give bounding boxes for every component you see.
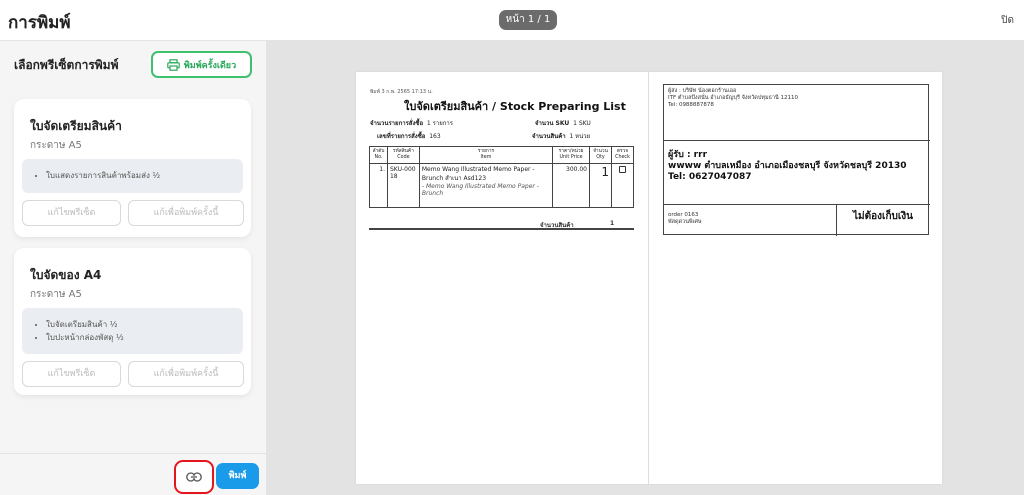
top-bar xyxy=(0,0,1024,41)
single-print-label: พิมพ์ครั้งเดียว xyxy=(183,60,237,71)
sender-name: ผู้ส่ง : บริษัท น้องตอกร้านเออ xyxy=(668,88,737,94)
item-count: จำนวนสินค้า 1 หน่วย xyxy=(532,133,591,140)
copy-link-button[interactable] xyxy=(174,460,214,494)
col-item: รายการ Item xyxy=(419,147,552,164)
list-item: • ใบจัดเตรียมสินค้า ½ xyxy=(46,318,235,331)
col-check: ตรวจ Check xyxy=(611,147,633,164)
recipient-name: ผู้รับ : rrr xyxy=(668,150,708,160)
preset-paper: กระดาษ A5 xyxy=(30,140,82,151)
preset-sidebar xyxy=(0,41,266,495)
print-button[interactable]: พิมพ์ xyxy=(216,463,259,489)
preset-doc-list xyxy=(22,308,243,354)
document-title: ใบจัดเตรียมสินค้า / Stock Preparing List xyxy=(404,100,626,113)
close-button[interactable]: ปิด xyxy=(1001,15,1014,26)
total-value: 1 xyxy=(610,220,615,227)
edit-for-this-print-button[interactable]: แก้เพื่อพิมพ์ครั้งนี้ xyxy=(128,361,244,387)
order-count: จำนวนรายการสั่งซื้อ 1 รายการ xyxy=(370,120,453,127)
order-ref: order 0163 xyxy=(668,212,699,218)
order-number: เลขที่รายการสั่งซื้อ 163 xyxy=(377,133,441,140)
preview-sheet xyxy=(356,72,942,484)
row-item-sub: - Memo Wang Illustrated Memo Paper - Brunch xyxy=(421,183,539,197)
preset-doc-list xyxy=(22,159,243,193)
sender-block xyxy=(664,85,930,141)
cod-status: ไม่ต้องเก็บเงิน xyxy=(853,211,913,222)
link-icon xyxy=(186,472,202,482)
col-code: รหัสสินค้า Code xyxy=(387,147,419,164)
preset-title: ใบจัดเตรียมสินค้า xyxy=(30,119,122,133)
row-code: SKU-000 18 xyxy=(387,164,419,208)
col-price: ราคา/หน่วย Unit Price xyxy=(553,147,590,164)
check-box xyxy=(619,166,626,173)
preset-card[interactable] xyxy=(14,248,251,395)
order-block xyxy=(664,205,837,236)
row-price: 300.00 xyxy=(553,164,590,208)
preset-card[interactable] xyxy=(14,99,251,237)
printer-icon xyxy=(167,59,180,71)
total-label: จำนวนสินค้า xyxy=(540,222,574,229)
preset-paper: กระดาษ A5 xyxy=(30,289,82,300)
recipient-tel: Tel: 0627047087 xyxy=(668,172,752,182)
col-qty: จำนวน Qty xyxy=(590,147,612,164)
edit-preset-button[interactable]: แก้ไขพรีเซ็ต xyxy=(22,361,121,387)
list-item: • ใบปะหน้ากล่องพัสดุ ½ xyxy=(46,331,235,344)
preset-title: ใบจัดของ A4 xyxy=(30,268,102,282)
col-no: ลำดับ No. xyxy=(370,147,388,164)
row-qty: 1 xyxy=(590,164,612,208)
table-total xyxy=(369,219,634,230)
shipping-label xyxy=(663,84,929,235)
items-table xyxy=(369,146,634,208)
row-check xyxy=(611,164,633,208)
sheet-divider xyxy=(648,72,649,484)
page-title: การพิมพ์ xyxy=(8,13,71,33)
print-preview xyxy=(266,41,1024,495)
shipping-method: พัสดุด่วนพิเศษ xyxy=(668,219,702,225)
sidebar-footer xyxy=(0,453,266,495)
printed-date: พิมพ์ 3 ก.พ. 2565 17:13 น. xyxy=(370,89,433,95)
edit-for-this-print-button[interactable]: แก้เพื่อพิมพ์ครั้งนี้ xyxy=(128,200,244,226)
recipient-address: wwww ตำบลเหมือง อำเภอเมืองชลบุรี จังหวัดชลบุรี 20130 xyxy=(668,161,907,171)
row-no: 1. xyxy=(370,164,388,208)
row-item: Memo Wang Illustrated Memo Paper - Brunch สำเนา Asd123 - Memo Wang Illustrated Memo Paper - Brunch xyxy=(419,164,552,208)
recipient-block xyxy=(664,141,930,205)
sender-tel: Tel: 0988887878 xyxy=(668,102,714,108)
sku-count: จำนวน SKU 1 SKU xyxy=(535,120,591,127)
table-header-row xyxy=(370,147,634,164)
edit-preset-button[interactable]: แก้ไขพรีเซ็ต xyxy=(22,200,121,226)
single-print-button[interactable] xyxy=(151,51,252,78)
sender-address: ITF ตำบลบึงสนั่น อำเภอธัญบุรี จังหวัดปทุมธานี 12110 xyxy=(668,95,799,101)
table-row xyxy=(370,164,634,208)
preset-heading: เลือกพรีเซ็ตการพิมพ์ xyxy=(14,58,119,72)
list-item: • ใบแสดงรายการสินค้าพร้อมส่ง ½ xyxy=(46,169,235,182)
page-indicator: หน้า 1 / 1 xyxy=(499,10,557,30)
